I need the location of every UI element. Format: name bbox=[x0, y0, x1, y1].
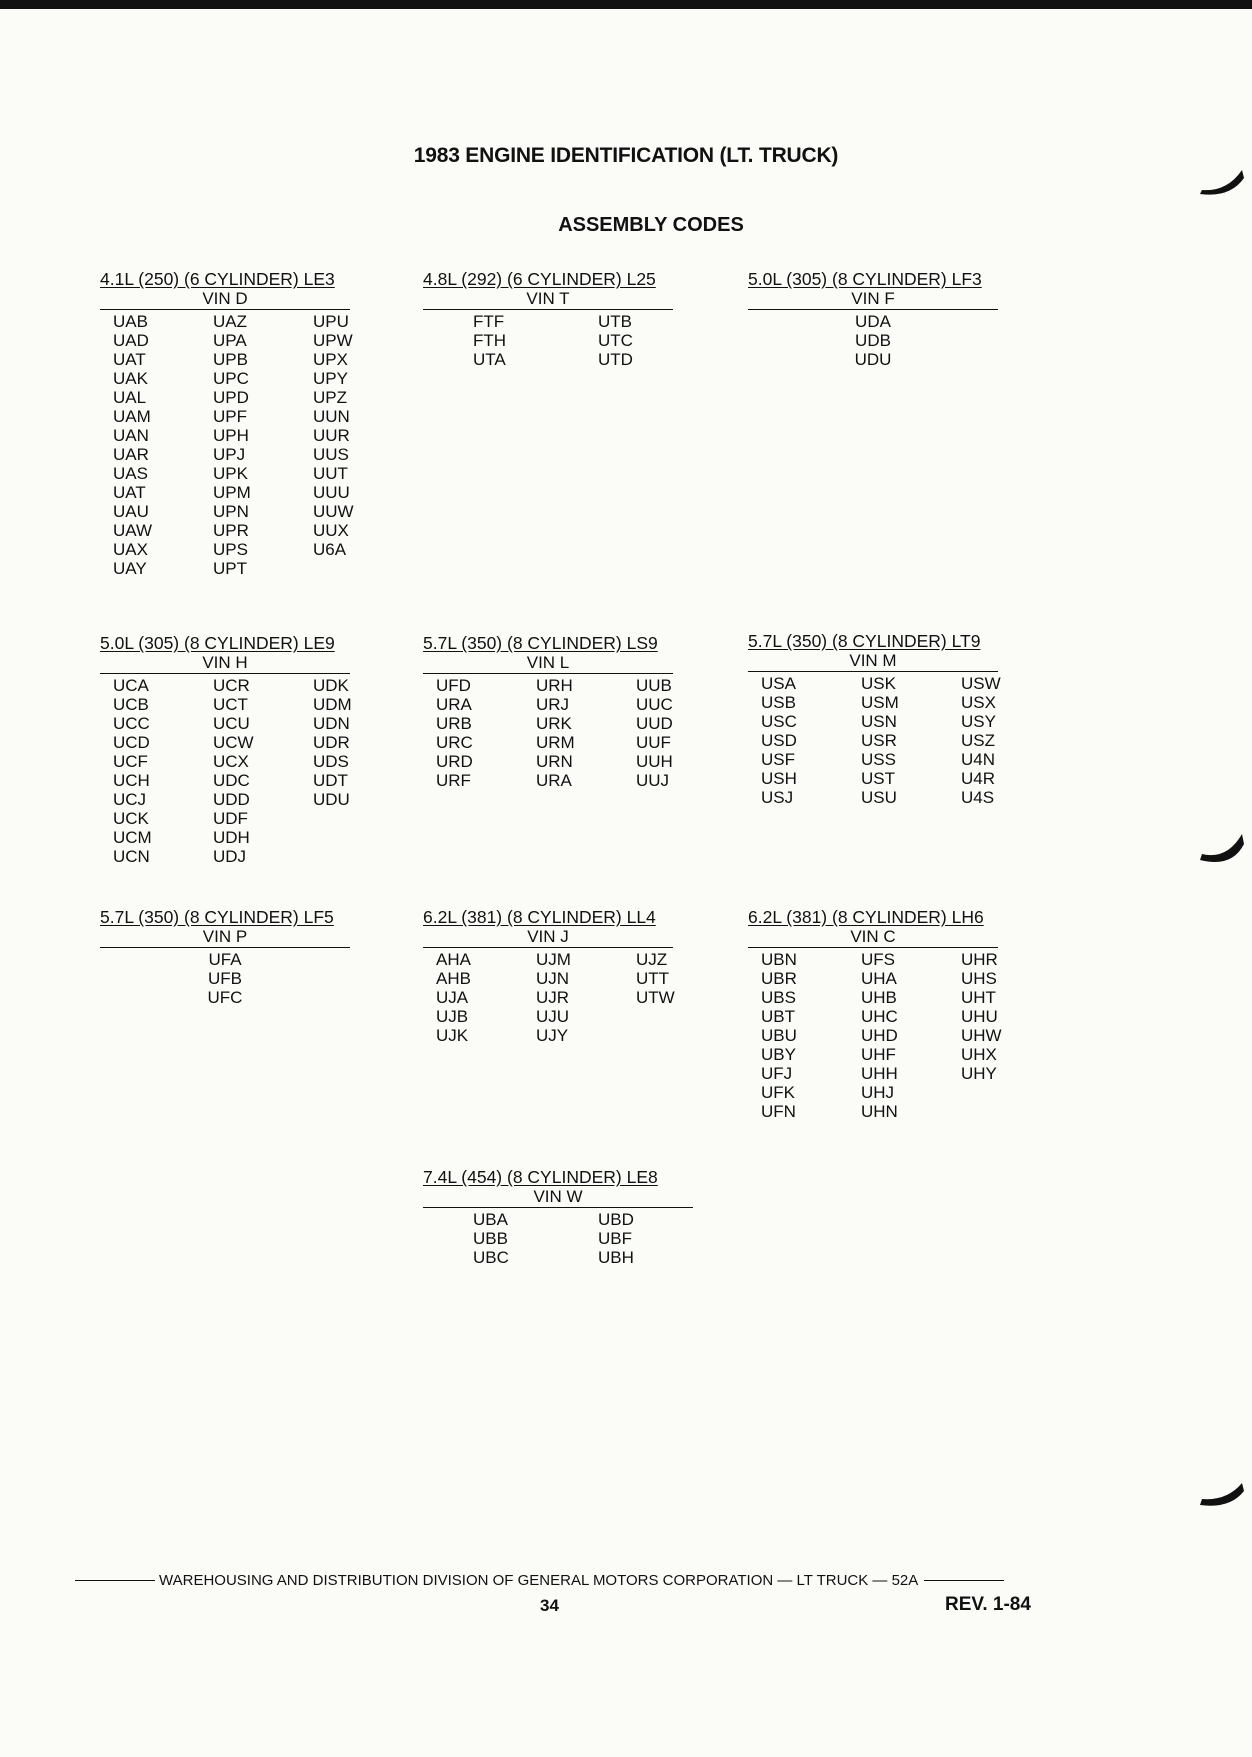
assembly-code: UHB bbox=[861, 988, 897, 1007]
assembly-code: UHX bbox=[961, 1045, 997, 1064]
section-title: 5.0L (305) (8 CYLINDER) LE9 bbox=[100, 633, 335, 653]
assembly-code: UUB bbox=[636, 676, 672, 695]
assembly-code: URC bbox=[436, 733, 473, 752]
assembly-code-grid bbox=[100, 676, 350, 866]
footer-rule-left bbox=[75, 1580, 155, 1582]
assembly-code: UDM bbox=[313, 695, 352, 714]
assembly-code: URJ bbox=[536, 695, 570, 714]
assembly-code: UJR bbox=[536, 988, 570, 1007]
assembly-code: UBY bbox=[761, 1045, 796, 1064]
assembly-code: URK bbox=[536, 714, 572, 733]
assembly-code bbox=[313, 847, 363, 866]
assembly-code: UHC bbox=[861, 1007, 898, 1026]
assembly-code: URN bbox=[536, 752, 573, 771]
assembly-code: UPC bbox=[213, 369, 249, 388]
assembly-code: URF bbox=[436, 771, 471, 790]
engine-section-lf3 bbox=[748, 268, 998, 369]
assembly-code: UUD bbox=[636, 714, 673, 733]
assembly-code: UUS bbox=[313, 445, 349, 464]
assembly-code-grid bbox=[423, 312, 673, 369]
assembly-code: USC bbox=[761, 712, 797, 731]
assembly-code: UHJ bbox=[861, 1083, 895, 1102]
assembly-code: UCF bbox=[113, 752, 148, 771]
assembly-code: UHW bbox=[961, 1026, 1002, 1045]
assembly-code: UPB bbox=[213, 350, 248, 369]
binder-hole-mark bbox=[1192, 830, 1252, 870]
assembly-code: URA bbox=[436, 695, 472, 714]
assembly-code bbox=[636, 1026, 686, 1045]
section-title: 5.7L (350) (8 CYLINDER) LF5 bbox=[100, 907, 334, 927]
assembly-code: USK bbox=[861, 674, 896, 693]
assembly-code: UBR bbox=[761, 969, 797, 988]
assembly-code: UHN bbox=[861, 1102, 898, 1121]
assembly-code: UFD bbox=[436, 676, 471, 695]
assembly-code: UHA bbox=[861, 969, 897, 988]
assembly-code: FTF bbox=[473, 312, 505, 331]
assembly-code: URH bbox=[536, 676, 573, 695]
assembly-code: UPH bbox=[213, 426, 249, 445]
assembly-code: UUH bbox=[636, 752, 673, 771]
assembly-code: URD bbox=[436, 752, 473, 771]
assembly-code: UCU bbox=[213, 714, 250, 733]
assembly-code: UHF bbox=[861, 1045, 896, 1064]
assembly-code: USN bbox=[861, 712, 897, 731]
section-title: 7.4L (454) (8 CYLINDER) LE8 bbox=[423, 1167, 658, 1187]
assembly-code: UPK bbox=[213, 464, 248, 483]
assembly-code: UJU bbox=[536, 1007, 570, 1026]
vin-label: VIN D bbox=[100, 289, 350, 310]
assembly-code-grid bbox=[423, 950, 673, 1045]
assembly-code: UUF bbox=[636, 733, 671, 752]
assembly-code: UPZ bbox=[313, 388, 347, 407]
assembly-code: UBH bbox=[598, 1248, 634, 1267]
assembly-code: UCM bbox=[113, 828, 152, 847]
engine-section-ll4 bbox=[423, 906, 673, 1045]
assembly-code: UFN bbox=[761, 1102, 796, 1121]
assembly-code: UJK bbox=[436, 1026, 469, 1045]
assembly-code: UBD bbox=[598, 1210, 634, 1229]
assembly-code: URB bbox=[436, 714, 472, 733]
assembly-code: UUJ bbox=[636, 771, 670, 790]
assembly-code: USX bbox=[961, 693, 996, 712]
page-number: 34 bbox=[540, 1596, 559, 1615]
assembly-code: UJZ bbox=[636, 950, 668, 969]
assembly-code: UHU bbox=[961, 1007, 998, 1026]
assembly-code: AHB bbox=[436, 969, 471, 988]
assembly-code: UPY bbox=[313, 369, 348, 388]
assembly-code: UFK bbox=[761, 1083, 795, 1102]
assembly-code: UFC bbox=[207, 988, 243, 1007]
assembly-code: UBC bbox=[473, 1248, 509, 1267]
assembly-code: UCC bbox=[113, 714, 150, 733]
assembly-code: UAS bbox=[113, 464, 148, 483]
assembly-code: UFA bbox=[208, 950, 242, 969]
assembly-code: UUC bbox=[636, 695, 673, 714]
assembly-code: U4R bbox=[961, 769, 996, 788]
assembly-code: USZ bbox=[961, 731, 995, 750]
engine-section-l25 bbox=[423, 268, 673, 369]
top-scan-border bbox=[0, 0, 1252, 9]
assembly-code: UCN bbox=[113, 847, 150, 866]
engine-section-le3 bbox=[100, 268, 354, 578]
assembly-code: UCH bbox=[113, 771, 150, 790]
assembly-code-grid bbox=[423, 1210, 693, 1267]
assembly-code: USF bbox=[761, 750, 795, 769]
revision-label: REV. 1-84 bbox=[945, 1594, 1031, 1615]
assembly-code: UAL bbox=[113, 388, 147, 407]
assembly-code: UJA bbox=[436, 988, 469, 1007]
page-subtitle: ASSEMBLY CODES bbox=[558, 214, 744, 236]
assembly-code-grid bbox=[100, 950, 350, 1007]
vin-label: VIN J bbox=[423, 927, 673, 948]
assembly-code: UAT bbox=[113, 350, 146, 369]
assembly-code: UJM bbox=[536, 950, 571, 969]
assembly-code: UAB bbox=[113, 312, 148, 331]
assembly-code bbox=[313, 559, 363, 578]
assembly-code: UBS bbox=[761, 988, 796, 1007]
assembly-code: UPU bbox=[313, 312, 349, 331]
assembly-code: AHA bbox=[436, 950, 471, 969]
assembly-code: UPT bbox=[213, 559, 247, 578]
vin-label: VIN T bbox=[423, 289, 673, 310]
assembly-code: UCB bbox=[113, 695, 149, 714]
assembly-code: UBT bbox=[761, 1007, 795, 1026]
footer bbox=[75, 1572, 1045, 1589]
assembly-code bbox=[313, 809, 363, 828]
assembly-code: UTT bbox=[636, 969, 670, 988]
assembly-code: UPD bbox=[213, 388, 249, 407]
assembly-code: UPA bbox=[213, 331, 247, 350]
assembly-code: UPS bbox=[213, 540, 248, 559]
assembly-code: UAM bbox=[113, 407, 151, 426]
assembly-code: USM bbox=[861, 693, 899, 712]
assembly-code: UAT bbox=[113, 483, 146, 502]
assembly-code: USR bbox=[861, 731, 897, 750]
assembly-code: UCD bbox=[113, 733, 150, 752]
assembly-code: UUW bbox=[313, 502, 354, 521]
vin-label: VIN L bbox=[423, 653, 673, 674]
assembly-code: UPN bbox=[213, 502, 249, 521]
engine-section-le8 bbox=[423, 1166, 693, 1267]
assembly-code: USW bbox=[961, 674, 1001, 693]
assembly-code: UDU bbox=[854, 350, 892, 369]
assembly-code: UFJ bbox=[761, 1064, 793, 1083]
assembly-code: UUR bbox=[313, 426, 350, 445]
assembly-code bbox=[961, 1102, 1011, 1121]
vin-label: VIN H bbox=[100, 653, 350, 674]
assembly-code: UTW bbox=[636, 988, 675, 1007]
section-title: 4.1L (250) (6 CYLINDER) LE3 bbox=[100, 269, 335, 289]
assembly-code: URA bbox=[536, 771, 572, 790]
engine-section-lt9 bbox=[748, 630, 1001, 807]
section-title: 5.0L (305) (8 CYLINDER) LF3 bbox=[748, 269, 982, 289]
assembly-code: UDC bbox=[213, 771, 250, 790]
assembly-code: UPJ bbox=[213, 445, 246, 464]
assembly-code: UTD bbox=[598, 350, 633, 369]
assembly-code: UCT bbox=[213, 695, 248, 714]
assembly-code-grid bbox=[748, 950, 1002, 1121]
engine-section-le9 bbox=[100, 632, 350, 866]
section-title: 4.8L (292) (6 CYLINDER) L25 bbox=[423, 269, 656, 289]
assembly-code: UBF bbox=[598, 1229, 632, 1248]
assembly-code: UAN bbox=[113, 426, 149, 445]
assembly-code: UFB bbox=[208, 969, 242, 988]
assembly-code: UJY bbox=[536, 1026, 569, 1045]
assembly-code: UUX bbox=[313, 521, 349, 540]
assembly-code-grid bbox=[748, 312, 998, 369]
vin-label: VIN P bbox=[100, 927, 350, 948]
vin-label: VIN C bbox=[748, 927, 998, 948]
assembly-code: UBU bbox=[761, 1026, 797, 1045]
assembly-code: UDA bbox=[855, 312, 891, 331]
assembly-code: UPX bbox=[313, 350, 348, 369]
section-title: 5.7L (350) (8 CYLINDER) LS9 bbox=[423, 633, 658, 653]
assembly-code: UUU bbox=[313, 483, 350, 502]
assembly-code: USU bbox=[861, 788, 897, 807]
section-title: 6.2L (381) (8 CYLINDER) LH6 bbox=[748, 907, 984, 927]
assembly-code: U4S bbox=[961, 788, 995, 807]
engine-section-ls9 bbox=[423, 632, 673, 790]
assembly-code: UPW bbox=[313, 331, 353, 350]
page-title: 1983 ENGINE IDENTIFICATION (LT. TRUCK) bbox=[413, 144, 839, 167]
assembly-code: UAY bbox=[113, 559, 147, 578]
assembly-code: UHT bbox=[961, 988, 996, 1007]
assembly-code: USS bbox=[861, 750, 896, 769]
assembly-code bbox=[961, 1083, 1011, 1102]
section-title: 5.7L (350) (8 CYLINDER) LT9 bbox=[748, 631, 981, 651]
assembly-code: UST bbox=[861, 769, 895, 788]
assembly-code: UCR bbox=[213, 676, 250, 695]
assembly-code: UHS bbox=[961, 969, 997, 988]
assembly-code-grid bbox=[748, 674, 1001, 807]
assembly-code: UDU bbox=[313, 790, 350, 809]
assembly-code: UPF bbox=[213, 407, 247, 426]
vin-label: VIN W bbox=[423, 1187, 693, 1208]
assembly-code: UAW bbox=[113, 521, 153, 540]
assembly-code: UPM bbox=[213, 483, 251, 502]
assembly-code: UFS bbox=[861, 950, 895, 969]
assembly-code: UAX bbox=[113, 540, 148, 559]
assembly-code: UDF bbox=[213, 809, 248, 828]
assembly-code bbox=[636, 1007, 686, 1026]
assembly-code: UCK bbox=[113, 809, 149, 828]
assembly-code: UDR bbox=[313, 733, 350, 752]
vin-label: VIN F bbox=[748, 289, 998, 310]
assembly-code: UDK bbox=[313, 676, 349, 695]
assembly-code: UCW bbox=[213, 733, 254, 752]
assembly-code: USB bbox=[761, 693, 796, 712]
assembly-code: UHR bbox=[961, 950, 998, 969]
assembly-code: USD bbox=[761, 731, 797, 750]
assembly-code: UCJ bbox=[113, 790, 147, 809]
assembly-code: UHD bbox=[861, 1026, 898, 1045]
assembly-code: UAK bbox=[113, 369, 148, 388]
assembly-code: U4N bbox=[961, 750, 996, 769]
footer-text: WAREHOUSING AND DISTRIBUTION DIVISION OF GENERAL MOTORS CORPORATION — LT TRUCK — 52A bbox=[159, 1572, 919, 1589]
vin-label: VIN M bbox=[748, 651, 998, 672]
binder-hole-mark bbox=[1192, 1475, 1252, 1515]
assembly-code: U6A bbox=[313, 540, 347, 559]
assembly-code: UAU bbox=[113, 502, 149, 521]
assembly-code: UJN bbox=[536, 969, 570, 988]
assembly-code: UDD bbox=[213, 790, 250, 809]
assembly-code: FTH bbox=[473, 331, 507, 350]
section-title: 6.2L (381) (8 CYLINDER) LL4 bbox=[423, 907, 656, 927]
assembly-code: UBA bbox=[473, 1210, 508, 1229]
assembly-code: UTA bbox=[473, 350, 506, 369]
assembly-code: UDH bbox=[213, 828, 250, 847]
assembly-code-grid bbox=[423, 676, 673, 790]
assembly-code: UTC bbox=[598, 331, 633, 350]
engine-section-lh6 bbox=[748, 906, 1002, 1121]
footer-rule-right bbox=[924, 1580, 1004, 1582]
assembly-code: URM bbox=[536, 733, 575, 752]
assembly-code: UDJ bbox=[213, 847, 247, 866]
assembly-code bbox=[313, 828, 363, 847]
assembly-code: UAR bbox=[113, 445, 149, 464]
assembly-code-grid bbox=[100, 312, 354, 578]
assembly-code: UUT bbox=[313, 464, 348, 483]
assembly-code: UAZ bbox=[213, 312, 247, 331]
assembly-code: UAD bbox=[113, 331, 149, 350]
assembly-code: UDB bbox=[855, 331, 891, 350]
assembly-code: UUN bbox=[313, 407, 350, 426]
assembly-code: UCX bbox=[213, 752, 249, 771]
engine-section-lf5 bbox=[100, 906, 350, 1007]
binder-hole-mark bbox=[1192, 160, 1252, 200]
assembly-code: UDS bbox=[313, 752, 349, 771]
assembly-code: USY bbox=[961, 712, 996, 731]
assembly-code: UDN bbox=[313, 714, 350, 733]
assembly-code: UHY bbox=[961, 1064, 997, 1083]
assembly-code: UBB bbox=[473, 1229, 508, 1248]
assembly-code: UDT bbox=[313, 771, 348, 790]
assembly-code: UHH bbox=[861, 1064, 898, 1083]
assembly-code: UTB bbox=[598, 312, 632, 331]
assembly-code: USJ bbox=[761, 788, 794, 807]
assembly-code: UCA bbox=[113, 676, 149, 695]
assembly-code: UJB bbox=[436, 1007, 469, 1026]
assembly-code: UPR bbox=[213, 521, 249, 540]
assembly-code: USA bbox=[761, 674, 796, 693]
assembly-code: UBN bbox=[761, 950, 797, 969]
assembly-code: USH bbox=[761, 769, 797, 788]
